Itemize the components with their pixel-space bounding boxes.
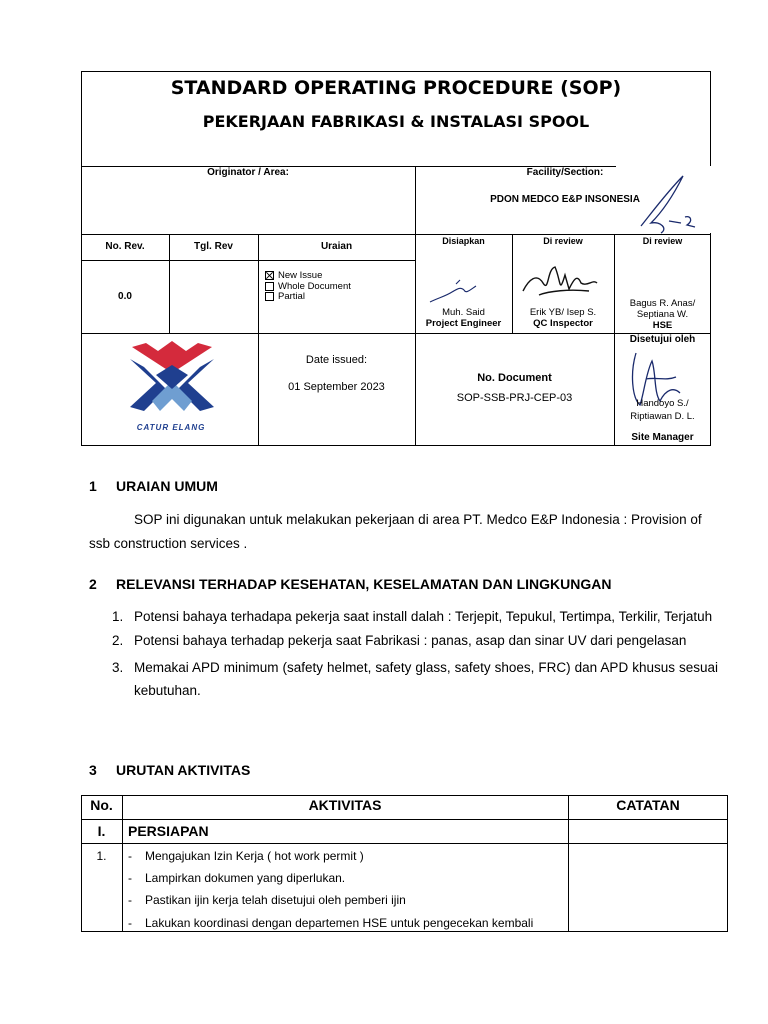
disiapkan-name: Muh. Said (442, 307, 485, 318)
uraian-checkboxes (265, 271, 351, 303)
disiapkan-label: Disiapkan (442, 236, 485, 246)
facility-label: Facility/Section: (526, 167, 604, 178)
direview-label: Di review (543, 236, 583, 246)
direview-hse-name2: Septiana W. (636, 309, 689, 320)
page-subtitle: PEKERJAAN FABRIKASI & INSTALASI SPOOL (202, 112, 590, 131)
signature-hse (633, 171, 697, 237)
divider (258, 234, 259, 446)
hazard-list (112, 608, 718, 702)
date-issued-value: 01 September 2023 (288, 381, 385, 393)
row-number: 1. (96, 849, 107, 863)
signature-muh-said (426, 276, 486, 306)
doc-number-label: No. Document (477, 372, 552, 384)
divider (81, 843, 728, 844)
divider (81, 931, 728, 932)
divider (415, 166, 416, 446)
col-uraian: Uraian (320, 241, 353, 252)
date-issued-label: Date issued: (305, 354, 368, 366)
checkbox-icon (265, 292, 274, 301)
activity-step: - Mengajukan Izin Kerja ( hot work permit ) (128, 849, 364, 863)
logo-text: CATUR ELANG (136, 423, 206, 432)
sop-header-table (81, 71, 711, 446)
checkbox-whole-document[interactable]: Whole Document (265, 282, 351, 293)
section-1-text-line1: SOP ini digunakan untuk melakukan pekerjaan di area PT. Medco E&P Indonesia : Provision of (134, 512, 702, 527)
col-no-rev: No. Rev. (105, 241, 145, 252)
divider (81, 234, 711, 235)
rev-value: 0.0 (118, 291, 132, 302)
disetujui-name1: Handoyo S./ (636, 398, 689, 409)
activity-step: - Pastikan ijin kerja telah disetujui oleh pemberi ijin (128, 893, 406, 907)
direview-hse-role: HSE (652, 320, 673, 331)
list-item: 3. Memakai APD minimum (safety helmet, safety glass, safety shoes, FRC) dan APD khusus sesuai kebutuhan. (112, 660, 718, 698)
disetujui-name2: Riptiawan D. L. (630, 411, 695, 422)
section-1-heading: 1 URAIAN UMUM (89, 478, 218, 494)
activity-step: - Lampirkan dokumen yang diperlukan. (128, 871, 346, 885)
col-tgl-rev: Tgl. Rev (194, 241, 233, 252)
activity-step: - Lakukan koordinasi dengan departemen HSE untuk pengecekan kembali (128, 916, 534, 930)
activity-table (81, 795, 728, 932)
disiapkan-role: Project Engineer (425, 318, 502, 329)
divider (727, 795, 728, 932)
section-1-text-line2: ssb construction services . (89, 536, 248, 551)
list-item: 2. Potensi bahaya terhadap pekerja saat Fabrikasi : panas, asap dan sinar UV dari pengelasan (112, 633, 687, 648)
direview-hse-name1: Bagus R. Anas/ (629, 298, 696, 309)
group-number: I. (97, 823, 106, 839)
divider (81, 795, 728, 796)
divider (81, 819, 728, 820)
catur-elang-logo (126, 337, 218, 433)
divider (568, 795, 569, 932)
doc-number-value: SOP-SSB-PRJ-CEP-03 (456, 392, 573, 404)
disetujui-label: Disetujui oleh (629, 334, 696, 345)
direview-hse-label: Di review (642, 236, 683, 246)
divider (122, 795, 123, 932)
checkbox-checked-icon (265, 271, 274, 280)
divider (81, 795, 82, 932)
checkbox-new-issue[interactable]: New Issue (265, 271, 351, 282)
page-title: STANDARD OPERATING PROCEDURE (SOP) (170, 77, 622, 99)
signature-erik (519, 261, 601, 306)
group-title: PERSIAPAN (128, 823, 209, 839)
direview-name: Erik YB/ Isep S. (529, 307, 597, 318)
disetujui-role: Site Manager (631, 432, 694, 443)
list-item: 1. Potensi bahaya terhadapa pekerja saat install dalah : Terjepit, Tepukul, Tertimpa, Terkilir, Terjatuh (112, 609, 713, 624)
checkbox-partial[interactable]: Partial (265, 292, 351, 303)
col-catatan: CATATAN (616, 797, 680, 813)
col-aktivitas: AKTIVITAS (308, 797, 382, 813)
section-3-heading: 3 URUTAN AKTIVITAS (89, 762, 251, 778)
facility-value: PDON MEDCO E&P INSONESIA (490, 194, 640, 205)
section-2-heading: 2 RELEVANSI TERHADAP KESEHATAN, KESELAMATAN DAN LINGKUNGAN (89, 576, 612, 592)
border-top (81, 71, 711, 72)
border-bottom (81, 445, 711, 446)
checkbox-icon (265, 282, 274, 291)
divider (81, 260, 415, 261)
direview-role: QC Inspector (533, 318, 593, 329)
col-no: No. (90, 797, 113, 813)
originator-label: Originator / Area: (207, 167, 289, 178)
